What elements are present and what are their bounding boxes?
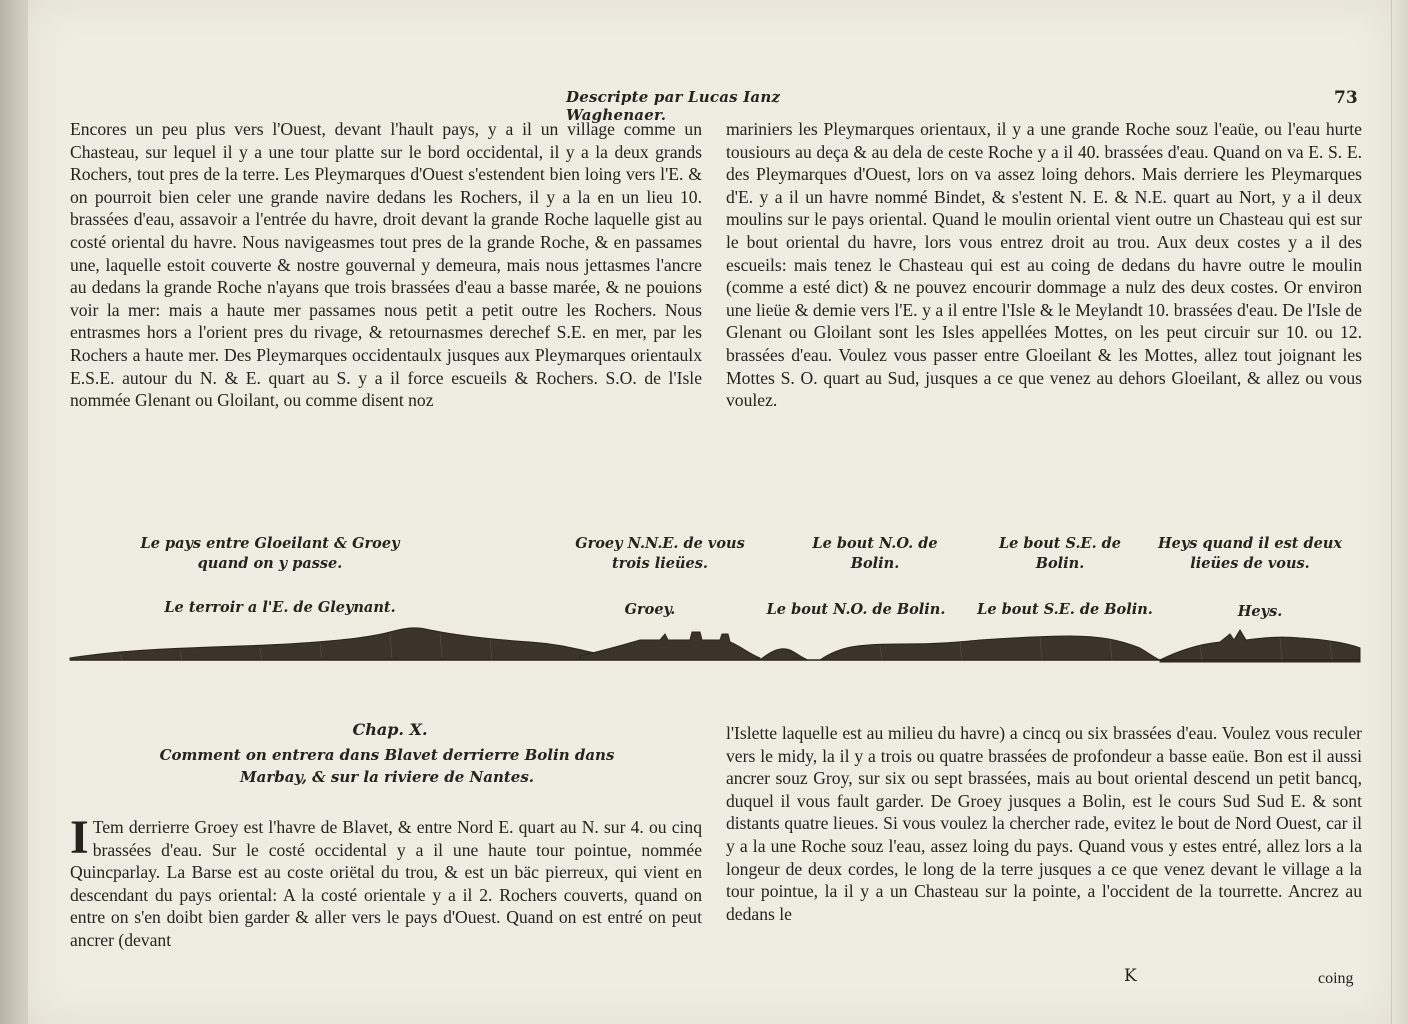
page-number: 73 [1334, 88, 1358, 108]
catchword: coing [1318, 970, 1354, 987]
coast-groey [580, 632, 760, 660]
page-edge [1391, 0, 1408, 1024]
profile-label-heys-distance: Heys quand il est deux lieües de vous. [1157, 535, 1343, 572]
text-column-top-left [70, 118, 702, 412]
paragraph: Encores un peu plus vers l'Ouest, devant l'hault pays, y a il un village comme un Chasteau, sur lequel il y a une tour platte sur le bord occidental, il y a la deux grands Rochers, tout pres de la terre. Les Pleymarques d'Ouest s'estendent bien loing vers l'E. & on pourroit bien celer une grande navire dedans les Rochers, il y a la en un lieu 10. brassées d'eau, assavoir a l'entrée du havre, droit devant la grande Roche laquelle gist au costé oriental du havre. Nous navigeasmes tout pres de la grande Roche, & en passames une, laquelle estoit couverte & nostre gouvernal y demeura, mais nous jettasmes l'ancre au dedans la grande Roche n'ayans que trois brassées d'eau a basse marée, & ne pouions voir la mer: mais a haute mer passames nous petit a petit outre les Rochers. Nous entrasmes hors a l'orient pres du rivage, & retournasmes derechef S.E. en mer, par les Rochers a haute mer. Des Pleymarques occidentaulx jusques aux Pleymarques orientaulx E.S.E. autour du N. & E. quart au S. y a il force escueils & Rochers. S.O. de l'Isle nommée Glenant ou Gloilant, ou comme disent noz [70, 119, 702, 411]
profile-label-bolin-se: Le bout S.E. de Bolin. [998, 535, 1122, 572]
coast-bolin-no [760, 649, 808, 660]
profile-label-gleynant: Le terroir a l'E. de Gleynant. [164, 599, 396, 616]
profile-label-groey-nne: Groey N.N.E. de vous trois lieües. [575, 535, 745, 572]
text-column-top-right [726, 118, 1362, 412]
paragraph: Tem derrierre Groey est l'havre de Blavet, & entre Nord E. quart au N. sur 4. ou cinq brassées d'eau. Sur le costé occidental y a il une haute tour pointue, nommée Quincparlay. La Barse est au coste oriëtal du trou, & est un bäc pierreux, qui vient en descendant du pays oriental: A la costé orientale y a il 2. Rochers couverts, quand on entre on s'en doibt bien garder & aller vers le pays d'Ouest. Quand on est entré on peut ancrer (devant [70, 817, 702, 950]
coastline-profile [60, 610, 1370, 670]
drop-cap: I [70, 811, 89, 864]
text-column-bottom-left [70, 811, 702, 952]
paragraph: mariniers les Pleymarques orientaux, il y a une grande Roche souz l'eaüe, ou l'eau hurte tousiours au deça & au dela de ceste Roche y a il 40. brassées d'eau. Quand on va E. S. E. des Pleymarques d'Ouest, lors on va assez loing dehors. Mais derriere les Pleymarques d'E. y a il un havre nommé Bindet, & s'estent N. E. & N.E. quart au Nort, y a il deux moulins sur le pays oriental. Quand le moulin oriental vient outre un Chasteau qui est sur le bout oriental du havre, lors vous entrez droit au trou. Aux deux costes y a il des escueils: mais tenez le Chasteau qui est au coing de dedans du havre outre le moulin (comme a esté dict) & ne pouvez encourir dommage a nulz des deux costes. Or environ une lieüe & demie vers l'E. y a il entre l'Isle & le Meylandt 10. brassées d'eau. De l'Isle de Glenant ou Gloilant sont les Isles appellées Mottes, on les peut circuir sur 10. ou 12. brassées d'eau. Voulez vous passer entre Gloeilant & les Mottes, allez tout joignant les Mottes S. O. quart au Sud, jusques a ce que venez au dehors Gloeilant, & allez ou vous voulez. [726, 119, 1362, 411]
signature-mark: K [1124, 966, 1137, 986]
running-head: Descripte par Lucas Ianz Waghenaer. [566, 88, 781, 124]
profile-label-bolin-se-lower: Le bout S.E. de Bolin. [977, 601, 1153, 618]
text-column-bottom-right [726, 722, 1362, 925]
paragraph: l'Islette laquelle est au milieu du havre) a cincq ou six brassées d'eau. Voulez vous reculer vers le midy, la il y a trois ou quatre brassées de profondeur a basse eaüe. Bon est il aussi ancrer souz Groy, sur six ou sept brassées, mais au bout oriental descend un petit bancq, duquel il vous fault garder. De Groey jusques a Bolin, est le cours Sud Sud E. & sont distants quatre lieues. Si vous voulez la chercher rade, evitez le bout de Nord Ouest, car il y a la une Roche souz l'eau, assez loing du pays. Quand vous y estes entré, allez lors a la longeur de deux cordes, le long de la terre jusques a ce que venez devant le village a la tour pointue, la il y a un Chasteau sur la pointe, a l'occident de la tourrette. Ancrez au dedans le [726, 723, 1362, 924]
coast-bolin-mid [820, 636, 1160, 660]
coast-gloeilant [70, 628, 600, 660]
chapter-title: Comment on entrera dans Blavet derrierre Bolin dans Marbay, & sur la riviere de Nantes. [159, 746, 615, 786]
profile-label-gloeilant: Le pays entre Gloeilant & Groey quand on y passe. [140, 535, 400, 572]
profile-label-bolin-no-lower: Le bout N.O. de Bolin. [766, 601, 946, 618]
profile-label-heys: Heys. [1237, 603, 1283, 620]
profile-label-groey: Groey. [624, 601, 676, 618]
profile-label-bolin-no: Le bout N.O. de Bolin. [812, 535, 938, 572]
chapter-number: Chap. X. [352, 720, 428, 739]
coast-heys [1160, 630, 1360, 662]
